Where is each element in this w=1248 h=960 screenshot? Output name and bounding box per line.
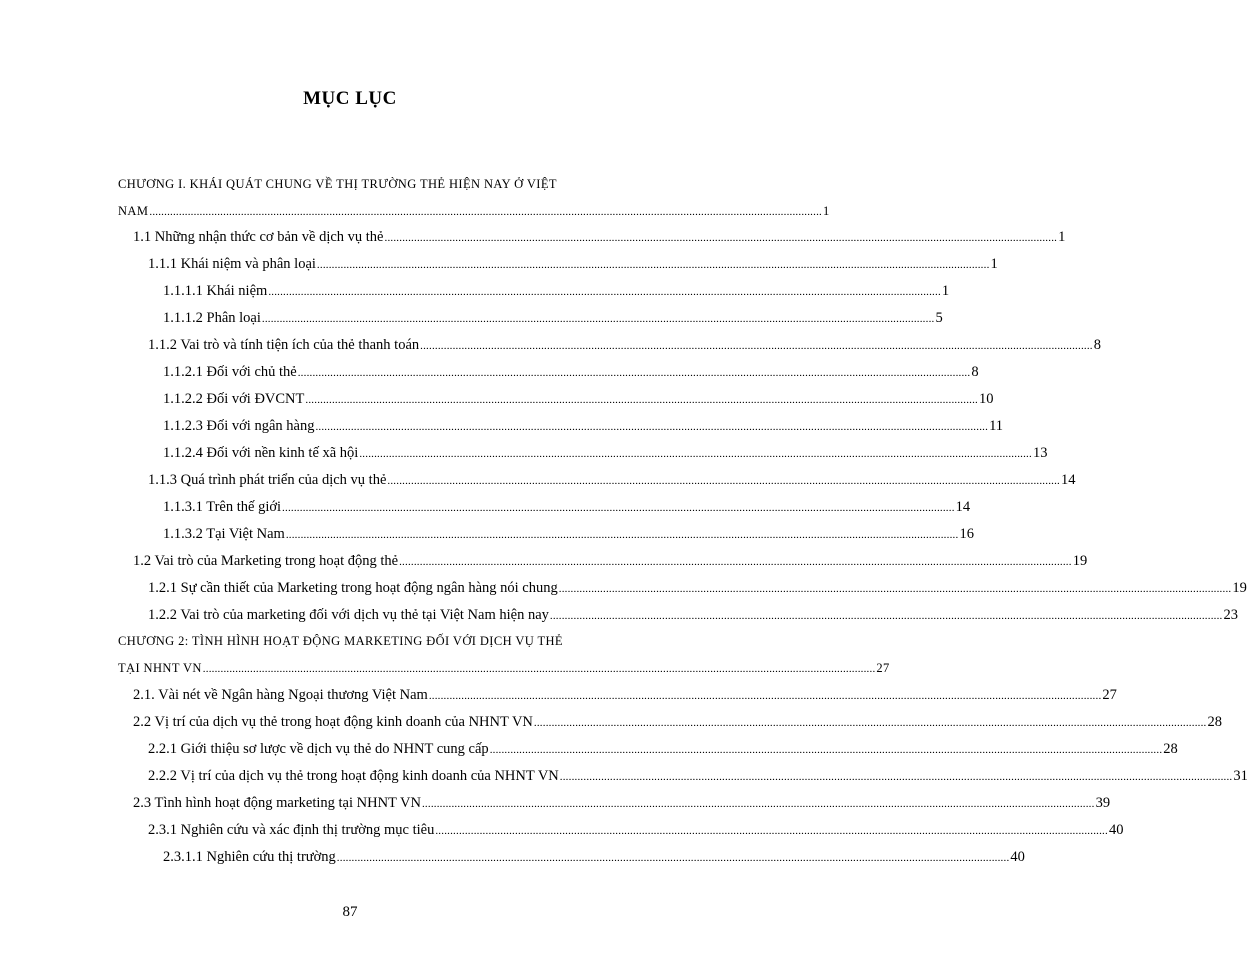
leader-dots: .................................................................................................................................................................................................................................... xyxy=(261,313,935,325)
toc-entry[interactable] xyxy=(163,524,974,544)
toc-entry[interactable] xyxy=(148,470,1076,490)
toc-entry-label: 1.1.1 Khái niệm và phân loại xyxy=(148,256,316,272)
toc-entry-label: 1.2.2 Vai trò của marketing đối với dịch vụ thẻ tại Việt Nam hiện nay xyxy=(148,607,549,623)
toc-page-number: 31 xyxy=(1233,768,1248,784)
toc-page-number: 14 xyxy=(955,499,971,515)
toc-entry-label: 1.1.1.1 Khái niệm xyxy=(163,283,268,299)
toc-page-number: 1 xyxy=(941,283,950,299)
toc-entry[interactable] xyxy=(163,416,1004,436)
toc-entry[interactable] xyxy=(163,362,979,382)
toc-page-number: 13 xyxy=(1032,445,1048,461)
toc-entry-label: 1.1.3 Quá trình phát triển của dịch vụ thẻ xyxy=(148,472,387,488)
chapter-2-title-line2: TẠI NHNT VN xyxy=(118,661,202,675)
chapter-2-title-line1: CHƯƠNG 2: TÌNH HÌNH HOẠT ĐỘNG MARKETING ĐỐI VỚI DỊCH VỤ THẺ xyxy=(118,634,563,648)
toc-entry[interactable] xyxy=(148,739,1178,759)
toc-entry-label: 2.2 Vị trí của dịch vụ thẻ trong hoạt động kinh doanh của NHNT VN xyxy=(133,714,533,730)
toc-entry-label: 2.2.2 Vị trí của dịch vụ thẻ trong hoạt động kinh doanh của NHNT VN xyxy=(148,768,559,784)
leader-dots: .................................................................................................................................................................................................................................... xyxy=(558,583,1232,595)
leader-dots: .................................................................................................................................................................................................................................... xyxy=(384,232,1058,244)
toc-page-number: 16 xyxy=(959,526,974,542)
toc-entry[interactable] xyxy=(133,227,1066,247)
toc-page-number: 40 xyxy=(1010,849,1025,865)
toc-page-number: 1 xyxy=(990,256,998,272)
toc-entry-chapter-1[interactable] xyxy=(118,201,830,221)
toc-page-number: 14 xyxy=(1061,472,1076,488)
leader-dots: .................................................................................................................................................................................................................................... xyxy=(420,340,1093,352)
toc-entry[interactable] xyxy=(133,793,1111,813)
toc-page-number: 8 xyxy=(971,364,979,380)
toc-entry[interactable] xyxy=(163,443,1048,463)
leader-dots: .................................................................................................................................................................................................................................... xyxy=(336,852,1010,864)
toc-entry[interactable] xyxy=(148,335,1101,355)
toc-page-number: 5 xyxy=(935,310,943,326)
chapter-1-title-line2: NAM xyxy=(118,204,149,218)
toc-entry[interactable] xyxy=(163,308,943,328)
toc-entry[interactable] xyxy=(163,389,994,409)
toc-page-number: 40 xyxy=(1108,822,1124,838)
leader-dots: .................................................................................................................................................................................................................................... xyxy=(489,744,1163,756)
toc-entry[interactable] xyxy=(163,281,950,301)
toc-entry-label: 1.2 Vai trò của Marketing trong hoạt động thẻ xyxy=(133,553,399,569)
toc-entry[interactable] xyxy=(148,766,1248,786)
leader-dots: .................................................................................................................................................................................................................................... xyxy=(559,771,1233,783)
toc-entry-label: 1.1.1.2 Phân loại xyxy=(163,310,261,326)
toc-page-number: 27 xyxy=(1102,687,1117,703)
toc-entry[interactable] xyxy=(133,685,1117,705)
toc-page-number: 28 xyxy=(1163,741,1178,757)
leader-dots: .................................................................................................................................................................................................................................... xyxy=(149,206,822,218)
toc-entry-label: 1.1.3.1 Trên thế giới xyxy=(163,499,282,515)
leader-dots: .................................................................................................................................................................................................................................... xyxy=(282,502,955,514)
toc-entry[interactable] xyxy=(148,820,1124,840)
leader-dots: .................................................................................................................................................................................................................................... xyxy=(315,421,989,433)
toc-page-number: 28 xyxy=(1207,714,1223,730)
toc-page-number: 27 xyxy=(876,661,890,675)
toc-entry-label: 1.2.1 Sự cần thiết của Marketing trong hoạt động ngân hàng nói chung xyxy=(148,580,558,596)
toc-page-number: 1 xyxy=(1058,229,1066,245)
leader-dots: .................................................................................................................................................................................................................................... xyxy=(549,610,1223,622)
leader-dots: .................................................................................................................................................................................................................................... xyxy=(268,286,941,298)
toc-entry-label: 1.1 Những nhận thức cơ bản về dịch vụ thẻ xyxy=(133,229,384,245)
toc-page-number: 1 xyxy=(822,204,830,218)
toc-entry[interactable] xyxy=(148,578,1247,598)
leader-dots: .................................................................................................................................................................................................................................... xyxy=(387,475,1060,487)
toc-entry-label: 1.1.2.1 Đối với chủ thẻ xyxy=(163,364,297,380)
toc-page-number: 8 xyxy=(1093,337,1101,353)
toc-entry[interactable] xyxy=(133,712,1223,732)
toc-page-number: 39 xyxy=(1095,795,1111,811)
toc-entry-label: 2.3.1 Nghiên cứu và xác định thị trường mục tiêu xyxy=(148,822,435,838)
leader-dots: .................................................................................................................................................................................................................................... xyxy=(305,394,978,406)
toc-entry-label: 1.1.2.2 Đối với ĐVCNT xyxy=(163,391,305,407)
toc-entry-label: 1.1.2.3 Đối với ngân hàng xyxy=(163,418,315,434)
toc-entry-label: 2.3.1.1 Nghiên cứu thị trường xyxy=(163,849,336,865)
leader-dots: .................................................................................................................................................................................................................................... xyxy=(297,367,971,379)
toc-entry-label: 2.1. Vài nét về Ngân hàng Ngoại thương Việt Nam xyxy=(133,687,428,703)
toc-entry-label: 1.1.2 Vai trò và tính tiện ích của thẻ thanh toán xyxy=(148,337,420,353)
leader-dots: .................................................................................................................................................................................................................................... xyxy=(428,690,1102,702)
leader-dots: .................................................................................................................................................................................................................................... xyxy=(316,259,990,271)
page-title: MỤC LỤC xyxy=(303,88,397,109)
leader-dots: .................................................................................................................................................................................................................................... xyxy=(285,529,959,541)
toc-entry[interactable] xyxy=(133,551,1088,571)
toc-entry[interactable] xyxy=(163,497,971,517)
leader-dots: .................................................................................................................................................................................................................................... xyxy=(202,663,876,675)
leader-dots: .................................................................................................................................................................................................................................... xyxy=(421,798,1095,810)
chapter-1-title-line1: CHƯƠNG I. KHÁI QUÁT CHUNG VỀ THỊ TRƯỜNG THẺ HIỆN NAY Ở VIỆT xyxy=(118,177,557,191)
footer-page-number: 87 xyxy=(342,904,358,920)
leader-dots: .................................................................................................................................................................................................................................... xyxy=(399,556,1072,568)
toc-page-number: 19 xyxy=(1232,580,1247,596)
toc-page-number: 23 xyxy=(1223,607,1239,623)
toc-entry[interactable] xyxy=(148,254,998,274)
toc-entry-chapter-2[interactable] xyxy=(118,658,890,678)
leader-dots: .................................................................................................................................................................................................................................... xyxy=(435,825,1108,837)
toc-page-number: 11 xyxy=(989,418,1004,434)
toc-entry-label: 2.2.1 Giới thiệu sơ lược về dịch vụ thẻ do NHNT cung cấp xyxy=(148,741,489,757)
toc-page-number: 10 xyxy=(979,391,994,407)
leader-dots: .................................................................................................................................................................................................................................... xyxy=(359,448,1032,460)
toc-entry[interactable] xyxy=(148,605,1239,625)
toc-page-number: 19 xyxy=(1072,553,1088,569)
leader-dots: .................................................................................................................................................................................................................................... xyxy=(533,717,1207,729)
toc-entry-label: 1.1.2.4 Đối với nền kinh tế xã hội xyxy=(163,445,359,461)
toc-entry[interactable] xyxy=(163,847,1025,867)
toc-entry-label: 2.3 Tình hình hoạt động marketing tại NHNT VN xyxy=(133,795,421,811)
toc-entry-label: 1.1.3.2 Tại Việt Nam xyxy=(163,526,285,542)
